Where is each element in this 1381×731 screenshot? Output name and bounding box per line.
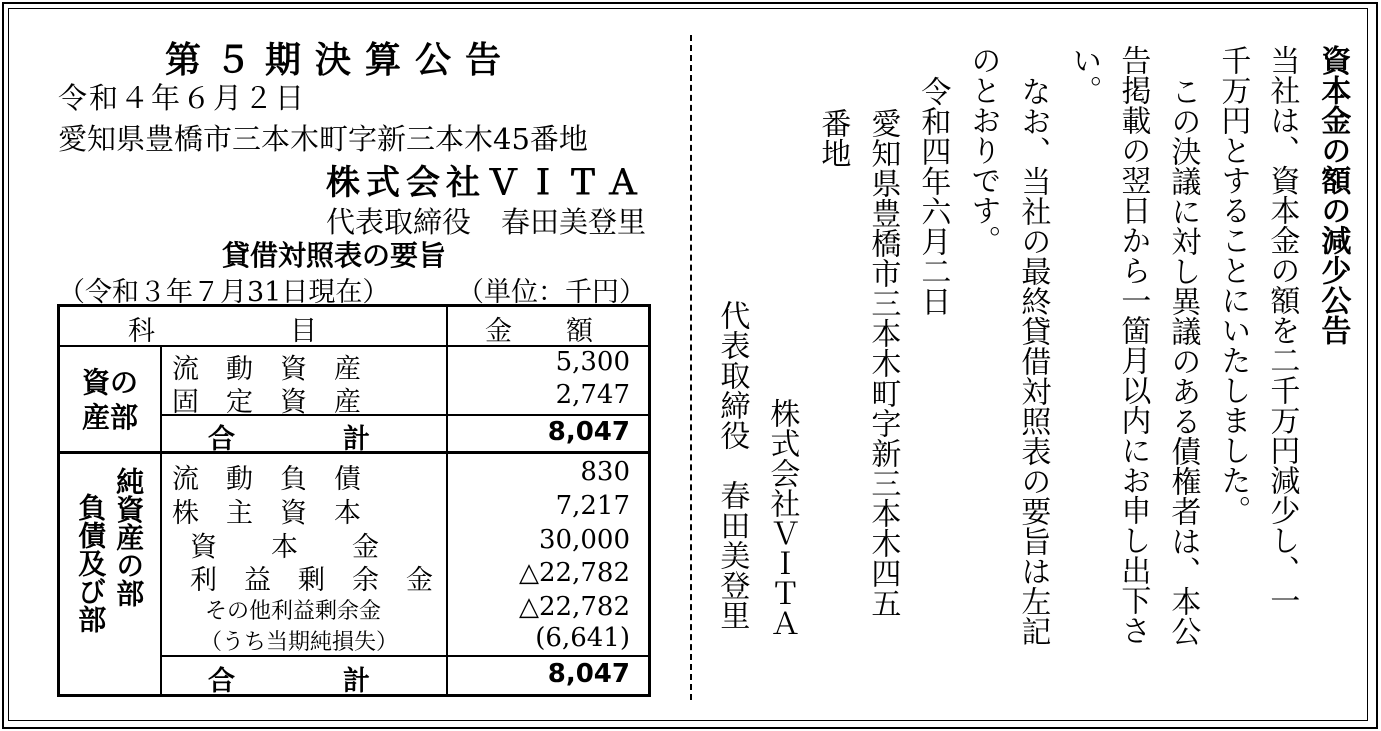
as-of-date: （令和３年７月31日現在）	[58, 277, 390, 308]
header-item: 科 目	[128, 316, 317, 347]
right-address-cont: 番地	[815, 108, 851, 168]
liab-row-label: 利 益 剰 余 金	[190, 565, 433, 596]
liab-total-value: 8,047	[547, 659, 630, 689]
assets-row-value: 2,747	[555, 380, 630, 410]
assets-section-label: 資の産部	[81, 366, 138, 434]
assets-total-value: 8,047	[547, 417, 630, 447]
right-body-line: 千万円とすることにいたしました。	[1215, 45, 1251, 525]
right-title: 資本金の額の減少公告	[1315, 45, 1351, 345]
balance-sheet-title: 貸借対照表の要旨	[222, 239, 447, 272]
amount-column-rule	[446, 307, 448, 694]
right-address: 愛知県豊橋市三本木町字新三本木四五	[865, 108, 901, 618]
liab-row-value: △22,782	[519, 558, 630, 588]
liab-row-label: 株 主 資 本	[172, 498, 361, 529]
liab-row-label: 流 動 負 債	[172, 464, 361, 495]
rep-name: 春田美登里	[500, 205, 646, 239]
liab-row-value: (6,641)	[535, 623, 630, 653]
liab-section-label-right: 純資産の部	[112, 467, 146, 607]
right-body-line: 当社は、資本金の額を二千万円減少し、一	[1264, 45, 1300, 615]
assets-row-value: 5,300	[555, 347, 630, 377]
right-body-line: この決議に対し異議のある債権者は、本公	[1165, 76, 1201, 646]
company-address: 愛知県豊橋市三本木町字新三本木45番地	[58, 122, 588, 156]
liab-row-value: 30,000	[539, 525, 630, 555]
liab-row-value: 830	[580, 457, 630, 487]
header-amount: 金 額	[485, 316, 593, 347]
column-divider	[690, 35, 692, 700]
rep-title: 代表取締役	[325, 205, 471, 239]
liab-total-label: 合 計	[208, 666, 370, 697]
right-body-line: 告掲載の翌日から一箇月以内にお申し出下さ	[1115, 45, 1151, 645]
right-company: 株式会社ＶＩＴＡ	[764, 398, 800, 638]
liab-row-value: 7,217	[555, 491, 630, 521]
unit-label: （単位：千円）	[457, 277, 646, 308]
right-body-line: い。	[1066, 45, 1102, 105]
right-body-line: のとおりです。	[965, 45, 1001, 255]
balance-sheet-table	[57, 304, 651, 697]
liab-row-label: その他利益剰余金	[205, 599, 382, 624]
right-representative: 代表取締役 春田美登里	[714, 300, 750, 630]
liab-row-value: △22,782	[519, 592, 630, 622]
assets-row-label: 流 動 資 産	[172, 354, 361, 385]
liab-row-label: （うち当期純損失）	[200, 630, 399, 655]
right-date: 令和四年六月二日	[915, 76, 951, 316]
liab-section-label-left: 負債及び部	[74, 493, 108, 633]
liab-row-label: 資 本 金	[190, 532, 379, 563]
company-name: 株式会社ＶＩＴＡ	[326, 163, 646, 203]
section-column-rule	[160, 345, 162, 694]
notice-title: 第５期決算公告	[165, 40, 516, 81]
notice-date: 令和４年６月２日	[58, 81, 307, 115]
assets-row-label: 固 定 資 産	[172, 387, 361, 418]
assets-total-label: 合 計	[208, 424, 370, 455]
right-body-line: なお、当社の最終貸借対照表の要旨は左記	[1015, 76, 1051, 646]
